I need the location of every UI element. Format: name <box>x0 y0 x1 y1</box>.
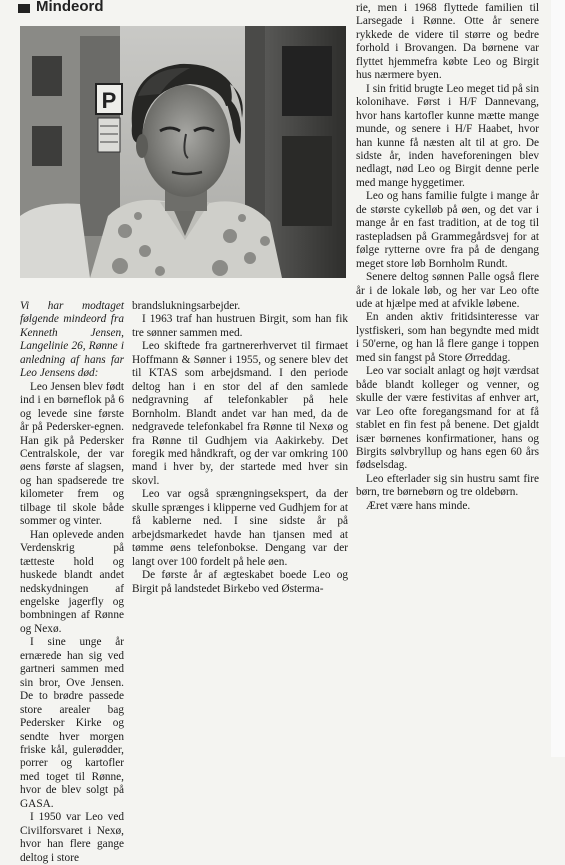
article-paragraph: Senere deltog sønnen Palle også flere år i de lokale løb, og her var Leo ofte ude at hjælpe med at afvikle løbene. <box>356 271 539 310</box>
portrait-photo <box>20 26 346 278</box>
article-closing: Æret være hans minde. <box>366 499 471 512</box>
article-paragraph: Leo Jensen blev født ind i en børneflok på 6 og levede sine første år på Pedersker-egnen. Han gik på Pedersker Centralskole, der var øens første af slagsen, og han spadserede tre kilometer frem og tilbage til skole både sommer og vinter. <box>20 380 124 528</box>
article-column-1 <box>20 300 124 865</box>
section-header <box>18 0 104 14</box>
article-paragraph: Leo og hans familie fulgte i mange år de største cykelløb på øen, og det var i mange år en fast tradition, at de tog til rastepladsen på Grammegårdsvej for at følge rytterne ovre fra på de dengang meget store løb Bornholm Rundt. <box>356 190 539 270</box>
article-paragraph: brandslukningsarbejder. <box>132 300 241 312</box>
article-paragraph: Leo efterlader sig sin hustru samt fire børn, tre børnebørn og tre oldebørn. <box>356 472 539 499</box>
section-marker-icon <box>18 4 30 13</box>
article-paragraph: Leo var socialt anlagt og højt værdsat både blandt kolleger og venner, og skulle der være festivitas af enhver art, var Leo ofte foregangsmand for at få stablet en fin fest på benene. Det gjaldt især børnenes konfirmationer, hans og Birgits sølvbryllup og hans egen 60 års fødselsdag. <box>356 365 539 472</box>
article-paragraph: I 1963 traf han hustruen Birgit, som han fik tre sønner sammen med. <box>132 313 348 339</box>
article-column-2 <box>132 300 348 596</box>
article-paragraph: I 1950 var Leo ved Civilforsvaret i Nexø, hvor han flere gange deltog i store <box>20 811 124 864</box>
portrait-illustration <box>20 26 346 278</box>
article-intro: Vi har modtaget følgende mindeord fra Kenneth Jensen, Langelinie 26, Rønne i anledning af hans far Leo Jensens død: <box>20 300 124 380</box>
article-paragraph: I sine unge år ernærede han sig ved gartneri sammen med sin bror, Ove Jensen. De to brødre passede store arealer bag Pedersker Kirke og sendte hver morgen friske kål, gulerødder, porrer og kartofler med toget til Rønne, hvor de blev solgt på GASA. <box>20 636 124 810</box>
parking-sign-icon <box>96 84 122 152</box>
article-paragraph: Leo skiftede fra gartnererhvervet til firmaet Hoffmann & Sønner i 1955, og senere blev det til KTAS som arbejdsmand. I den periode deltog han i en stor del af den samlede nedgravning af telefonkabler på hele Bornholm. Blandt andet var han med, da de nedgravede telefonkabel fra Rønne til Nexø og fra Rønne til Gudhjem via Aakirkeby. Det foregik med håndkraft, og der var omkring 100 mand i hver by, der startede med hver sin skovl. <box>132 340 348 487</box>
article-paragraph: rie, men i 1968 flyttede familien til Larsegade i Rønne. Otte år senere rykkede de videre til større og bedre forhold i Brovangen. Da børnene var flyttet hjemmefra købte Leo og Birgit hus nærmere byen. <box>356 2 539 82</box>
article-paragraph: Leo var også sprængningsekspert, da der skulle sprænges i klipperne ved Gudhjem for at få kablerne ned. I sine sidste år på arbejdsmarkedet havde han tjansen med at tømme øens telefonbokse. Dengang var der langt over 100 fordelt på hele øen. <box>132 488 348 568</box>
article-column-3 <box>356 2 539 513</box>
article-paragraph: Han oplevede anden Verdenskrig på tætteste hold og huskede blandt andet nedskydningen af engelske jagerfly og bombningen af Rønne og Nexø. <box>20 528 124 635</box>
svg-text:P: P <box>101 88 117 113</box>
article-paragraph: I sin fritid brugte Leo meget tid på sin kolonihave. Først i H/F Dannevang, hvor hans kartofler kunne mætte mange munde, og senere i H/F Haabet, hvor han kunne få næsten alt til at gro. De sidste år, inden haveforeningen blev nedlagt, nød Leo og Birgit denne perle med mange hyggetimer. <box>356 82 539 189</box>
article-paragraph: De første år af ægteskabet boede Leo og Birgit på landstedet Birkebo ved Østerma- <box>132 569 348 595</box>
section-title: Mindeord <box>36 0 104 14</box>
article-paragraph: En anden aktiv fritidsinteresse var lystfiskeri, som han begyndte med midt i 50'erne, og han lå flere gange i toppen med sin fangst på Store Ørreddag. <box>356 311 539 364</box>
